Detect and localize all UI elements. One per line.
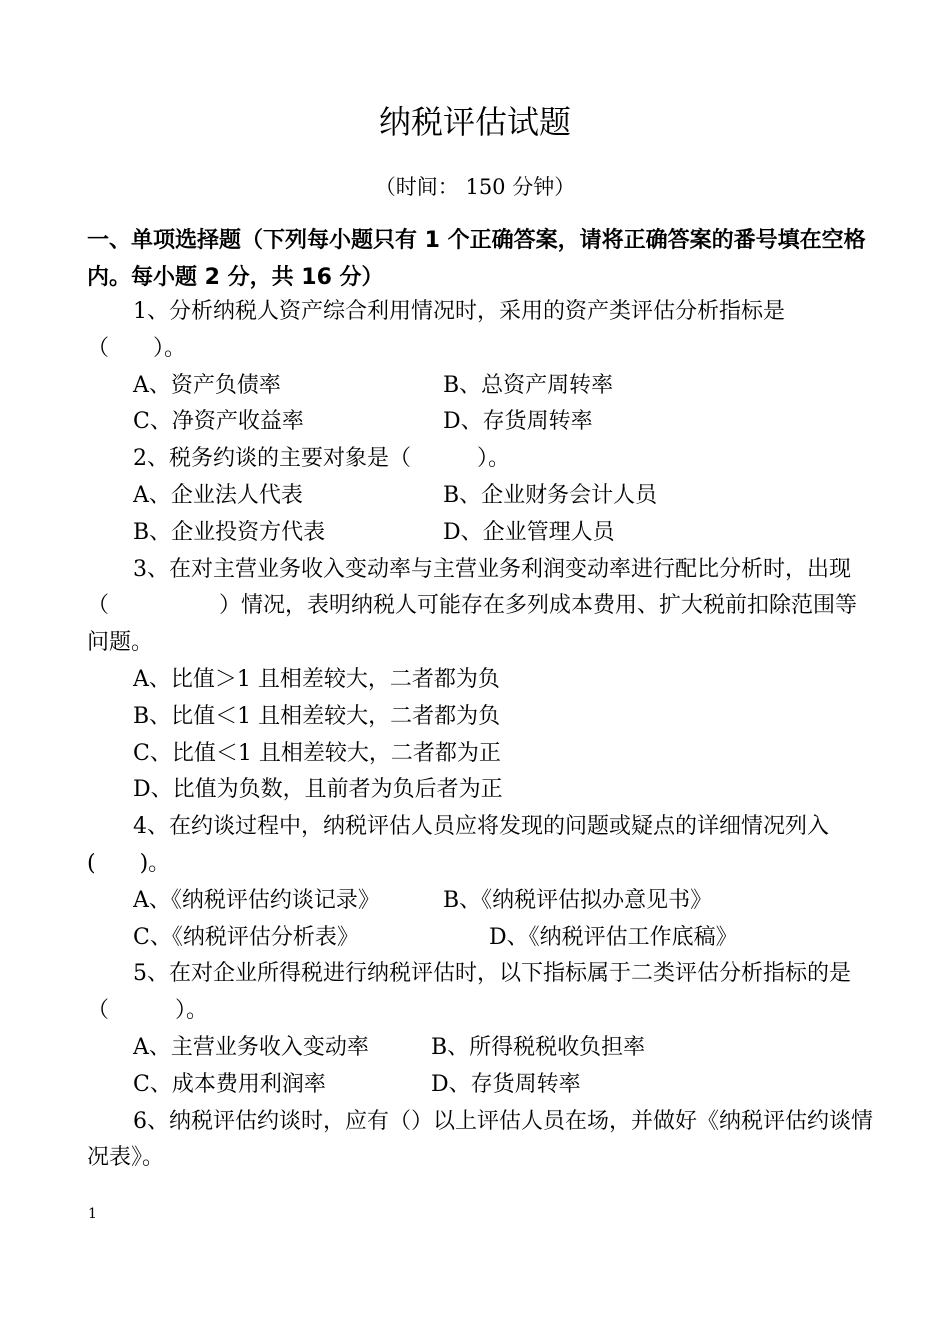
option: D、存货周转率 — [431, 1071, 581, 1097]
page-number: 1 — [88, 1206, 97, 1222]
option: D、《纳税评估工作底稿》 — [489, 924, 738, 950]
option: C、《纳税评估分析表》 — [133, 924, 359, 950]
question-4-options-row-1 — [87, 883, 877, 920]
section-heading: 一、单项选择题（下列每小题只有 1 个正确答案，请将正确答案的番号填在空格内。每小题 2 分，共 16 分） — [87, 228, 866, 290]
option: A、主营业务收入变动率 — [133, 1034, 369, 1060]
option: B、比值＜1 且相差较大，二者都为负 — [133, 703, 501, 729]
question-4-options-row-2 — [87, 920, 877, 957]
option: D、比值为负数，且前者为负后者为正 — [133, 777, 503, 803]
option: C、成本费用利润率 — [133, 1071, 326, 1097]
question-1-options-row-1 — [87, 368, 877, 405]
question-2: 2、税务约谈的主要对象是（ ）。 — [133, 446, 510, 472]
option: B、总资产周转率 — [443, 372, 614, 398]
option: A、比值＞1 且相差较大，二者都为负 — [133, 666, 500, 692]
question-3: 3、在对主营业务收入变动率与主营业务利润变动率进行配比分析时，出现（ ）情况，表明纳税人可能存在多列成本费用、扩大税前扣除范围等问题。 — [87, 556, 858, 656]
option: A、企业法人代表 — [133, 482, 303, 508]
option: B、企业财务会计人员 — [443, 482, 658, 508]
question-5: 5、在对企业所得税进行纳税评估时，以下指标属于二类评估分析指标的是（ ）。 — [87, 961, 851, 1024]
question-6: 6、纳税评估约谈时，应有（）以上评估人员在场，并做好《纳税评估约谈情况表》。 — [87, 1108, 873, 1171]
page-title: 纳税评估试题 — [378, 103, 571, 141]
option: A、《纳税评估约谈记录》 — [133, 887, 380, 913]
question-1-options-row-2 — [87, 404, 877, 441]
option: D、存货周转率 — [443, 409, 593, 435]
question-1: 1、分析纳税人资产综合利用情况时，采用的资产类评估分析指标是（ ）。 — [87, 299, 785, 361]
option: B、《纳税评估拟办意见书》 — [443, 887, 713, 913]
option: D、企业管理人员 — [443, 519, 615, 545]
question-list — [87, 294, 877, 1177]
option: C、净资产收益率 — [133, 409, 304, 435]
option: B、企业投资方代表 — [133, 519, 326, 545]
question-5-options-row-2 — [87, 1067, 877, 1104]
option: A、资产负债率 — [133, 372, 281, 398]
question-5-options-row-1 — [87, 1030, 877, 1067]
question-4: 4、在约谈过程中，纳税评估人员应将发现的问题或疑点的详细情况列入( )。 — [87, 814, 829, 876]
option: C、比值＜1 且相差较大，二者都为正 — [133, 740, 501, 766]
question-2-options-row-2 — [87, 515, 877, 552]
question-2-options-row-1 — [87, 478, 877, 515]
time-limit: （时间： 150 分钟） — [374, 175, 576, 199]
option: B、所得税税收负担率 — [431, 1034, 646, 1060]
